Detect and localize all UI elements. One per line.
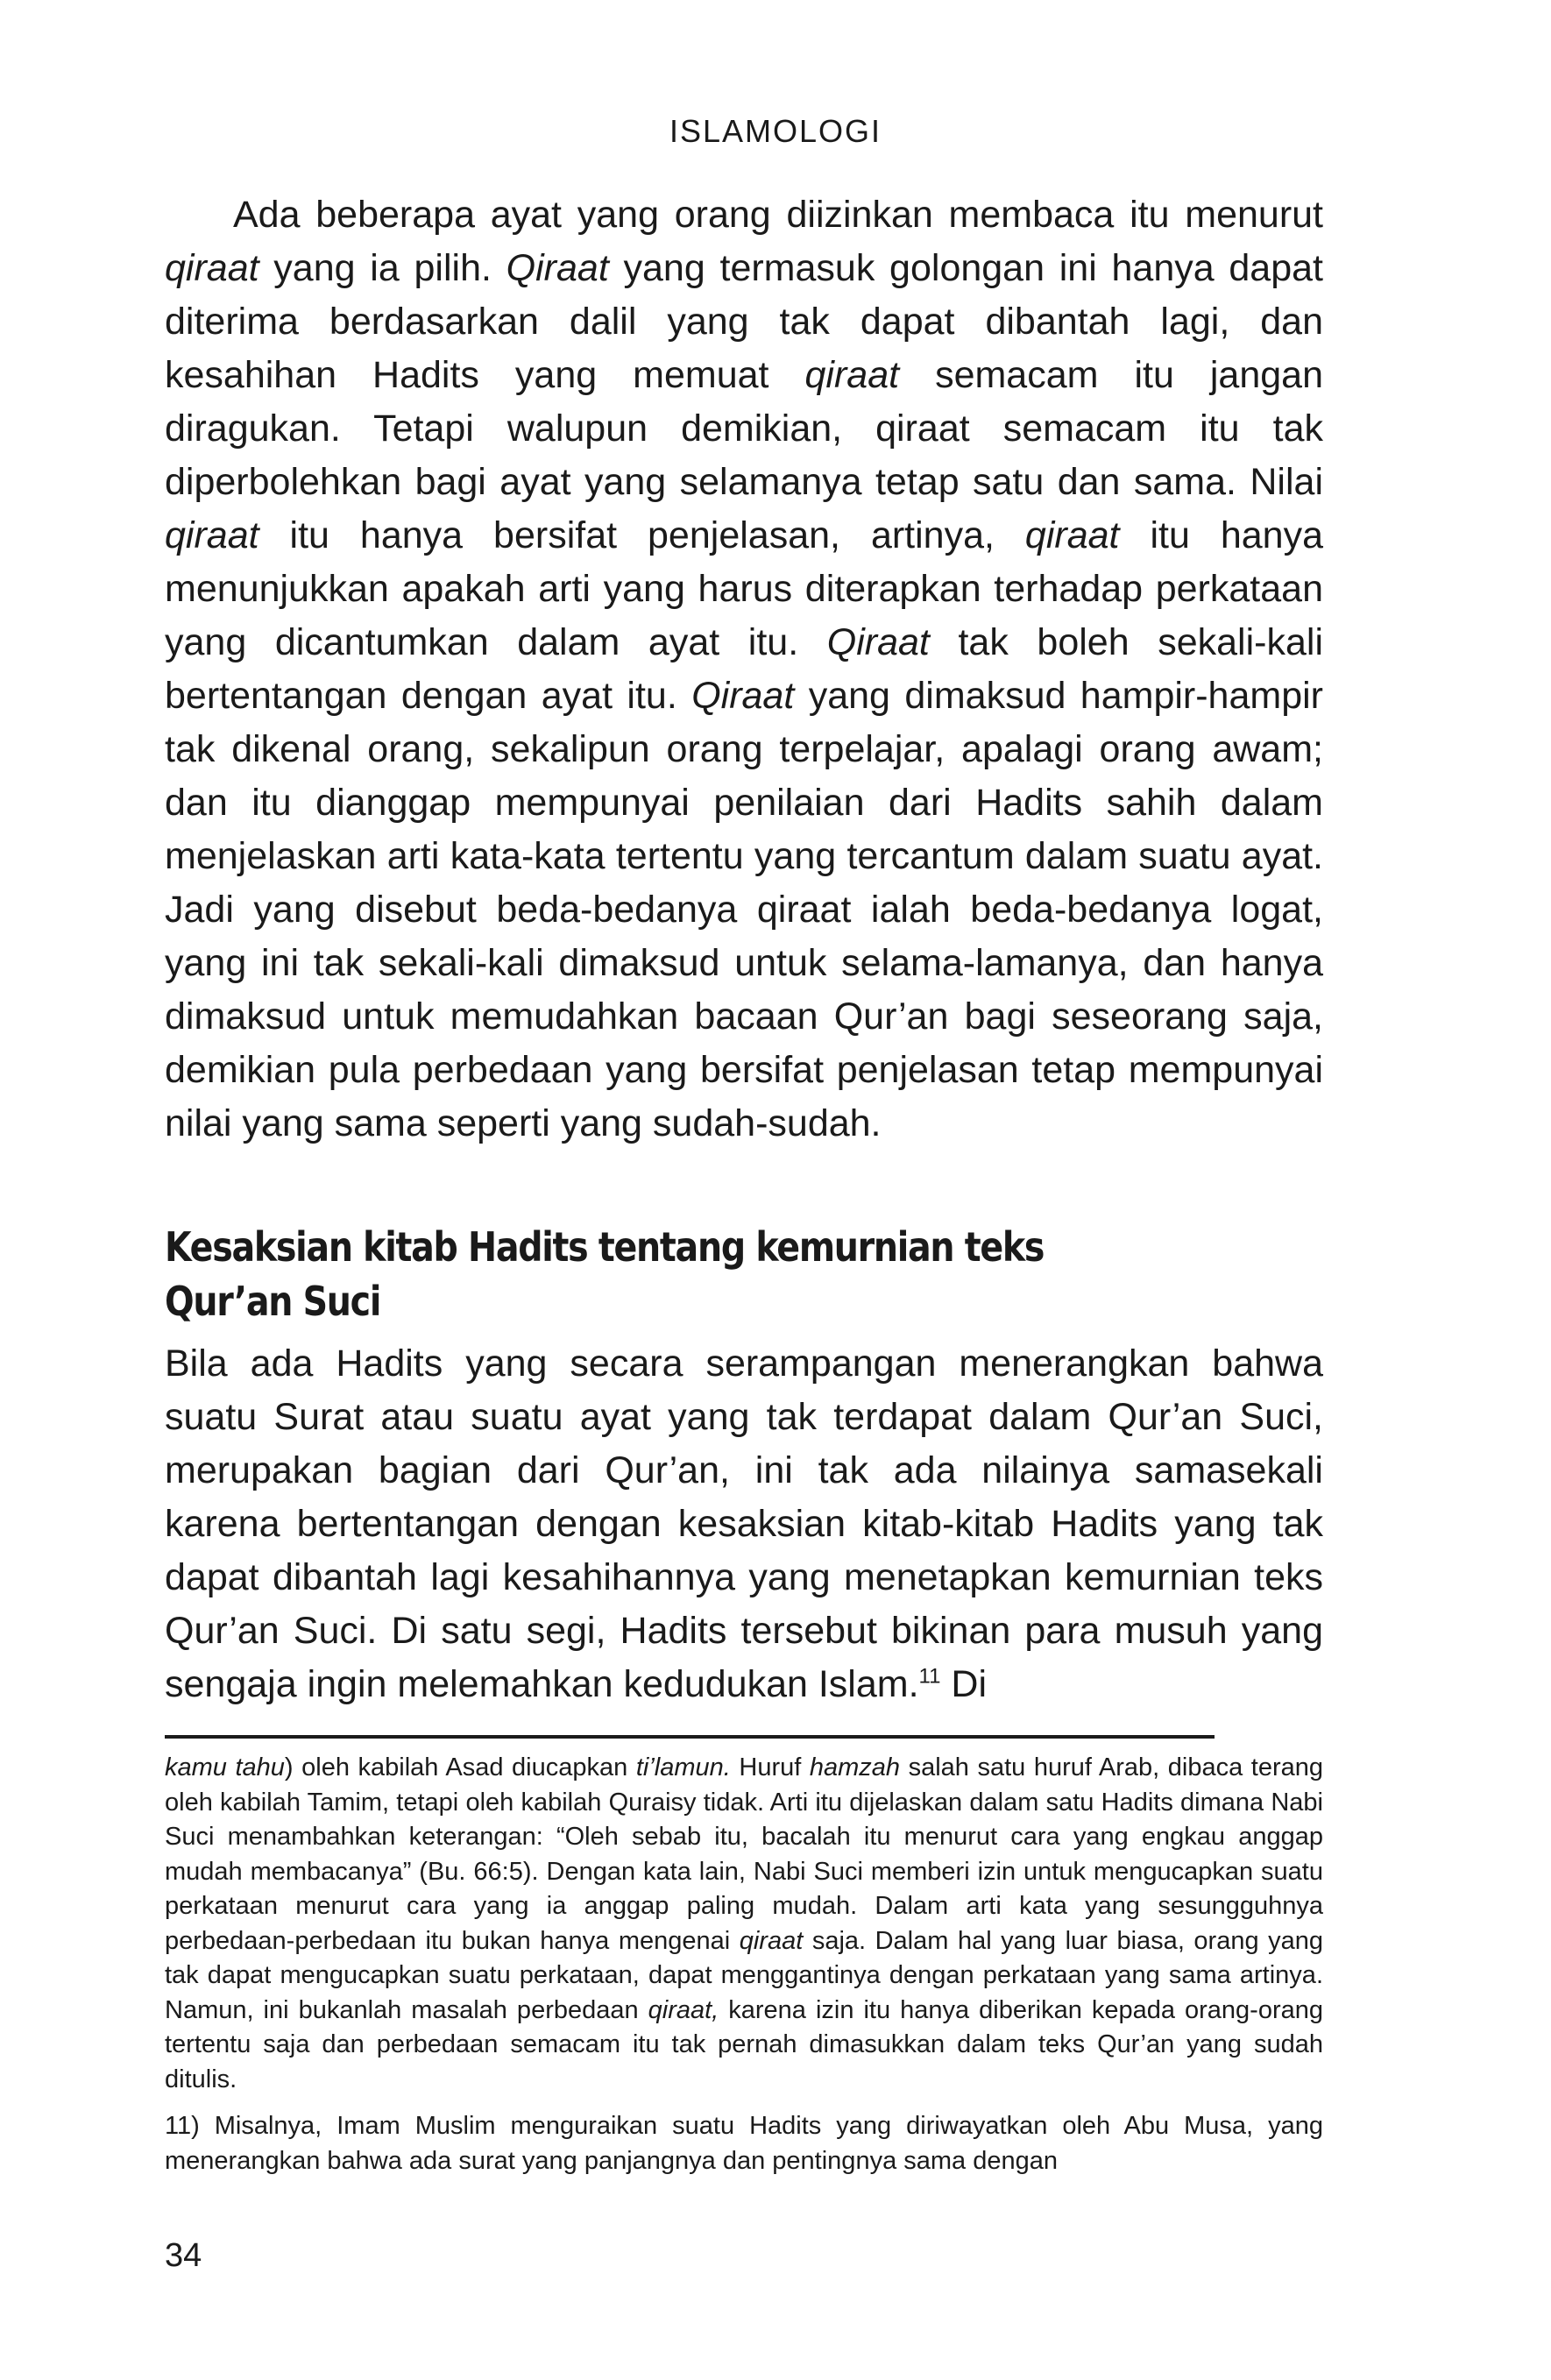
- text-run: semacam itu jangan diragukan. Tetapi walupun demikian, qiraat semacam itu tak diperbolehkan bagi ayat yang selamanya tetap satu dan sama. Nilai: [165, 354, 1323, 503]
- text-run: ) oleh kabilah Asad diucapkan: [284, 1753, 636, 1781]
- text-run: karena izin itu hanya diberikan kepada orang-orang tertentu saja dan perbedaan semacam itu tak pernah dimasukkan dalam teks Qur’an yang sudah ditulis.: [165, 1995, 1323, 2093]
- italic-term: Qiraat: [826, 621, 930, 663]
- paragraph-tail: Di: [940, 1663, 988, 1705]
- footnote-continued: [165, 1751, 1323, 2097]
- italic-term: Qiraat: [506, 247, 609, 289]
- section-heading-line-1: Kesaksian kitab Hadits tentang kemurnian teks: [165, 1223, 1045, 1271]
- text-run: Ada beberapa ayat yang orang diizinkan membaca itu menurut: [233, 194, 1323, 236]
- italic-term: qiraat: [165, 247, 259, 289]
- text-run: itu hanya menunjukkan apakah arti yang harus diterapkan terhadap perkataan yang dicantumkan dalam ayat itu.: [165, 514, 1324, 663]
- paragraph-text: Bila ada Hadits yang secara serampangan menerangkan bahwa suatu Surat atau suatu ayat yang tak terdapat dalam Qur’an Suci, merupakan bagian dari Qur’an, ini tak ada nilainya samasekali karena bertentangan dengan kesaksian kitab-kitab Hadits yang tak dapat dibantah lagi kesahihannya yang menetapkan kemurnian teks Qur’an Suci. Di satu segi, Hadits tersebut bikinan para musuh yang sengaja ingin melemahkan kedudukan Islam.: [165, 1342, 1323, 1705]
- italic-term: qiraat: [1024, 514, 1120, 556]
- italic-term: hamzah: [809, 1753, 901, 1781]
- text-run: yang termasuk golongan ini hanya dapat diterima berdasarkan dalil yang tak dapat dibantah lagi, dan kesahihan Hadits yang memuat: [165, 247, 1323, 396]
- section-heading: [165, 1220, 1161, 1328]
- paragraph-qiraat: [165, 188, 1323, 1151]
- main-text-block: [165, 188, 1323, 1151]
- text-run: tak boleh sekali-kali bertentangan dengan ayat itu.: [165, 621, 1323, 717]
- footnote-11: 11) Misalnya, Imam Muslim menguraikan suatu Hadits yang diriwayatkan oleh Abu Musa, yang menerangkan bahwa ada surat yang panjangnya dan pentingnya sama dengan: [165, 2112, 1323, 2175]
- text-run: Huruf: [730, 1753, 810, 1781]
- paragraph-hadits-testimony: [165, 1337, 1323, 1711]
- footnotes: [165, 1751, 1323, 2178]
- text-run: yang ia pilih.: [258, 247, 506, 289]
- italic-term: qiraat: [739, 1926, 804, 1955]
- italic-term: qiraat,: [648, 1995, 719, 2024]
- text-run: yang dimaksud hampir-hampir tak dikenal orang, sekalipun orang terpelajar, apalagi orang awam; dan itu dianggap mempunyai penilaian dari Hadits sahih dalam menjelaskan arti kata-kata tertentu yang tercantum dalam suatu ayat. Jadi yang disebut beda-bedanya qiraat ialah beda-bedanya logat, yang ini tak sekali-kali dimaksud untuk selama-lamanya, dan hanya dimaksud untuk memudahkan bacaan Qur’an bagi seseorang saja, demikian pula perbedaan yang bersifat penjelasan tetap mempunyai nilai yang sama seperti yang sudah-sudah.: [165, 675, 1323, 1144]
- section-text-block: [165, 1337, 1323, 1711]
- section-heading-line-2: Qur’an Suci: [165, 1278, 381, 1325]
- text-run: saja. Dalam hal yang luar biasa, orang yang tak dapat mengucapkan suatu perkataan, dapat menggantinya dengan perkataan yang sama artinya. Namun, ini bukanlah masalah perbedaan: [165, 1926, 1323, 2024]
- italic-term: ti’lamun.: [635, 1753, 731, 1781]
- page-number: 34: [165, 2237, 202, 2274]
- italic-term: kamu tahu: [165, 1753, 285, 1781]
- italic-term: qiraat: [165, 514, 259, 556]
- text-run: salah satu huruf Arab, dibaca terang oleh kabilah Tamim, tetapi oleh kabilah Quraisy tidak. Arti itu dijelaskan dalam satu Hadits dimana Nabi Suci menambahkan keterangan: “Oleh sebab itu, bacalah itu menurut cara yang engkau anggap mudah membacanya” (Bu. 66:5). Dengan kata lain, Nabi Suci memberi izin untuk mengucapkan suatu perkataan menurut cara yang ia anggap paling mudah. Dalam arti kata yang sesungguhnya perbedaan-perbedaan itu bukan hanya mengenai: [165, 1753, 1323, 1955]
- running-header: ISLAMOLOGI: [669, 113, 882, 149]
- footnote-divider: [165, 1735, 1215, 1739]
- italic-term: qiraat: [804, 354, 900, 396]
- italic-term: Qiraat: [691, 675, 795, 717]
- footnote-reference-11: 11: [918, 1664, 941, 1689]
- text-run: itu hanya bersifat penjelasan, artinya,: [258, 514, 1025, 556]
